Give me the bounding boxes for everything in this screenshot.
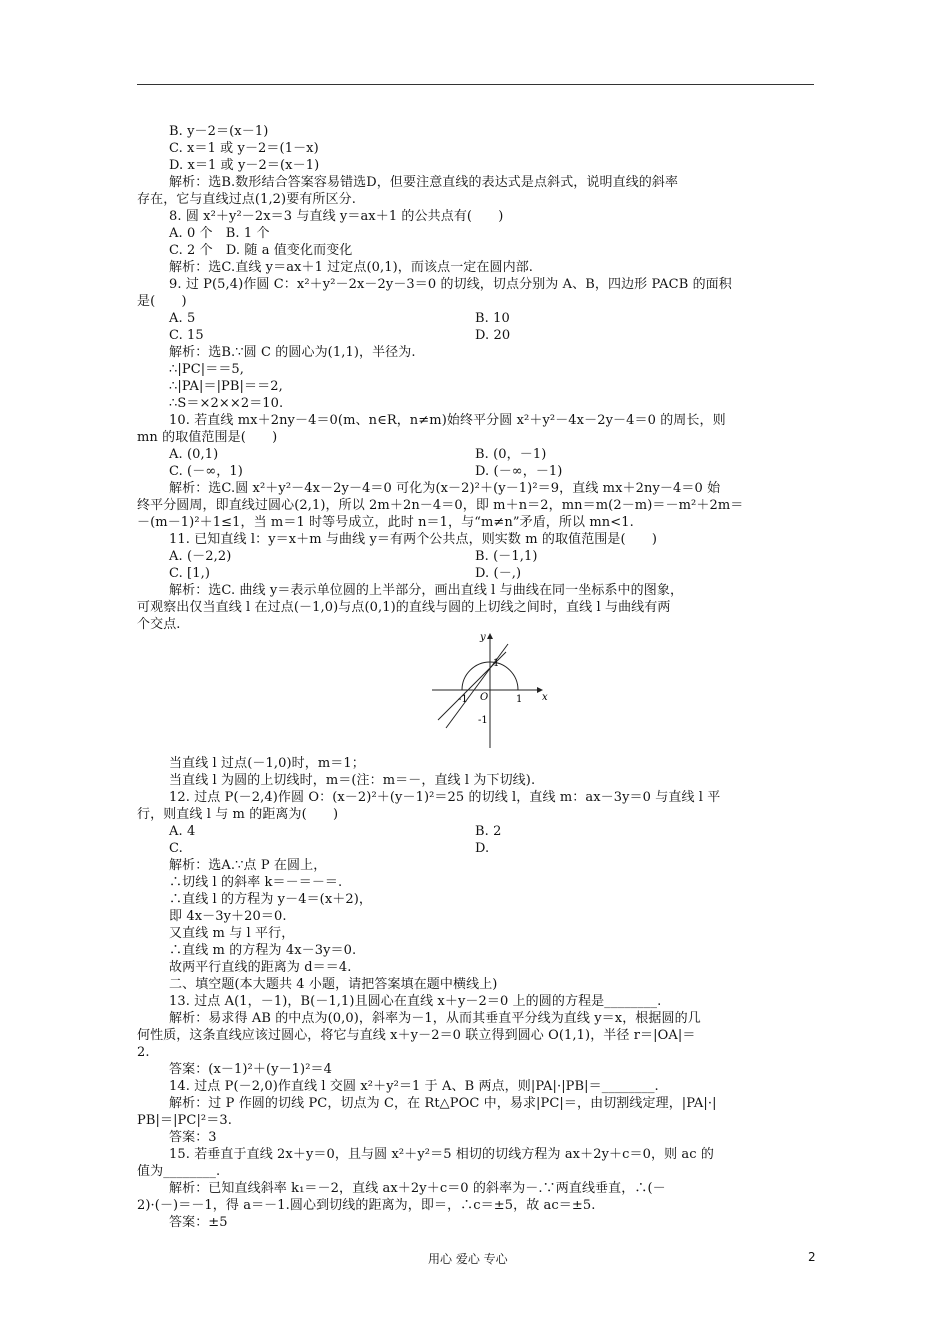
text-line: 可观察出仅当直线 l 在过点(－1,0)与点(0,1)的直线与圆的上切线之间时，直线 l 与曲线有两: [137, 600, 671, 615]
text-line: 个交点.: [137, 617, 181, 632]
text-line: A. 5: [169, 311, 196, 326]
text-line: A. (0,1): [169, 447, 219, 462]
text-line: ∴S＝×2××2＝10.: [169, 396, 284, 411]
text-line: C. [1,): [169, 566, 210, 581]
text-line: 当直线 l 为圆的上切线时，m＝(注：m＝－，直线 l 为下切线).: [169, 773, 536, 788]
axis-label-y: y: [480, 632, 486, 643]
text-line: 终平分圆周，即直线过圆心(2,1)，所以 2m＋2n－4＝0，即 m＋n＝2，mn＝m(2－m)＝－m²＋2m＝: [137, 498, 744, 513]
text-line: 值为________.: [137, 1164, 221, 1179]
text-line: B. (0，－1): [475, 447, 547, 462]
text-line: mn 的取值范围是( ): [137, 430, 278, 445]
text-line: 解析：已知直线斜率 k₁＝－2，直线 ax＋2y＋c＝0 的斜率为－.∵两直线垂直，∴(－: [169, 1181, 666, 1196]
text-line: D. 20: [475, 328, 511, 343]
text-line: 12. 过点 P(－2,4)作圆 O：(x－2)²＋(y－1)²＝25 的切线 l，直线 m：ax－3y＝0 与直线 l 平: [169, 790, 721, 805]
text-line: B. y－2＝(x－1): [169, 124, 269, 139]
text-line: 解析：选C.直线 y＝ax＋1 过定点(0,1)，而该点一定在圆内部.: [169, 260, 534, 275]
text-line: 8. 圆 x²＋y²－2x＝3 与直线 y＝ax＋1 的公共点有( ): [169, 209, 504, 224]
text-line: C. x＝1 或 y－2＝(1－x): [169, 141, 319, 156]
text-line: 答案：3: [169, 1130, 217, 1145]
text-line: 11. 已知直线 l：y＝x＋m 与曲线 y＝有两个公共点，则实数 m 的取值范围是( ): [169, 532, 658, 547]
text-line: 解析：选B.数形结合答案容易错选D，但要注意直线的表达式是点斜式，说明直线的斜率: [169, 175, 679, 190]
text-line: －(m－1)²＋1≤1，当 m＝1 时等号成立，此时 n＝1，与“m≠n”矛盾，所以 mn<1.: [137, 515, 634, 530]
text-line: B. 2: [475, 824, 502, 839]
footer-slogan: 用心 爱心 专心: [428, 1252, 508, 1266]
text-line: B. (－1,1): [475, 549, 538, 564]
text-line: PB|＝|PC|²＝3.: [137, 1113, 232, 1128]
text-line: A. 0 个 B. 1 个: [169, 226, 270, 241]
text-line: 解析：过 P 作圆的切线 PC，切点为 C，在 Rt△POC 中，易求|PC|＝，由切割线定理，|PA|·|: [169, 1096, 717, 1111]
text-line: B. 10: [475, 311, 510, 326]
text-line: 何性质，这条直线应该过圆心，将它与直线 x＋y－2＝0 联立得到圆心 O(1,1)，半径 r＝|OA|＝: [137, 1028, 696, 1043]
text-line: 解析：选B.∵圆 C 的圆心为(1,1)，半径为.: [169, 345, 416, 360]
text-line: 15. 若垂直于直线 2x＋y＝0，且与圆 x²＋y²＝5 相切的切线方程为 ax＋2y＋c＝0，则 ac 的: [169, 1147, 714, 1162]
text-line: D.: [475, 841, 490, 856]
tick-1: 1: [516, 694, 523, 705]
header-rule: [137, 84, 814, 85]
text-line: 解析：选C.圆 x²＋y²－4x－2y－4＝0 可化为(x－2)²＋(y－1)²＝9，直线 mx＋2ny－4＝0 始: [169, 481, 721, 496]
text-line: ∴|PA|＝|PB|＝＝2,: [169, 379, 283, 394]
text-line: D. (－∞，－1): [475, 464, 563, 479]
text-line: 答案：(x－1)²＋(y－1)²＝4: [169, 1062, 332, 1077]
text-line: 13. 过点 A(1，－1)，B(－1,1)且圆心在直线 x＋y－2＝0 上的圆的方程是________.: [169, 994, 662, 1009]
page-number: 2: [808, 1250, 816, 1264]
text-line: 行，则直线 l 与 m 的距离为( ): [137, 807, 339, 822]
figure-semicircle-lines: [430, 628, 560, 750]
text-line: A. 4: [169, 824, 196, 839]
tick-yminus1: -1: [478, 715, 488, 726]
text-line: 又直线 m 与 l 平行，: [169, 926, 295, 941]
text-line: C.: [169, 841, 183, 856]
text-line: 答案：±5: [169, 1215, 228, 1230]
text-line: ∴直线 m 的方程为 4x－3y＝0.: [169, 943, 357, 958]
tick-minus1: -1: [458, 694, 468, 705]
axis-label-x: x: [542, 692, 548, 703]
text-line: C. (－∞，1): [169, 464, 243, 479]
text-line: 解析：易求得 AB 的中点为(0,0)，斜率为－1，从而其垂直平分线为直线 y＝x，根据圆的几: [169, 1011, 701, 1026]
text-line: 10. 若直线 mx＋2ny－4＝0(m、n∈R，n≠m)始终平分圆 x²＋y²－4x－2y－4＝0 的周长，则: [169, 413, 726, 428]
text-line: 14. 过点 P(－2,0)作直线 l 交圆 x²＋y²＝1 于 A、B 两点，则|PA|·|PB|＝________.: [169, 1079, 659, 1094]
text-line: 解析：选C. 曲线 y＝表示单位圆的上半部分，画出直线 l 与曲线在同一坐标系中的图象，: [169, 583, 684, 598]
text-line: 即 4x－3y＋20＝0.: [169, 909, 287, 924]
text-line: 解析：选A.∵点 P 在圆上，: [169, 858, 327, 873]
text-line: D. (－,): [475, 566, 522, 581]
text-line: ∴直线 l 的方程为 y－4＝(x＋2)，: [169, 892, 373, 907]
text-line: C. 15: [169, 328, 204, 343]
text-line: ∴|PC|＝＝5,: [169, 362, 245, 377]
text-line: 二、填空题(本大题共 4 小题，请把答案填在题中横线上): [169, 977, 498, 992]
text-line: 2.: [137, 1045, 150, 1060]
origin-label: O: [480, 692, 489, 703]
text-line: ∴切线 l 的斜率 k＝－＝－＝.: [169, 875, 343, 890]
text-line: 9. 过 P(5,4)作圆 C：x²＋y²－2x－2y－3＝0 的切线，切点分别为 A、B，四边形 PACB 的面积: [169, 277, 732, 292]
text-line: C. 2 个 D. 随 a 值变化而变化: [169, 243, 353, 258]
text-line: 当直线 l 过点(－1,0)时，m＝1；: [169, 756, 365, 771]
text-line: 2)·(－)＝－1，得 a＝－1.圆心到切线的距离为，即＝，∴c＝±5，故 ac＝±5.: [137, 1198, 596, 1213]
text-line: A. (－2,2): [169, 549, 232, 564]
text-line: 存在，它与直线过点(1,2)要有所区分.: [137, 192, 356, 207]
tangent-line: [446, 644, 508, 728]
text-line: 是( ): [137, 294, 187, 309]
tick-y1: 1: [493, 658, 500, 669]
text-line: D. x＝1 或 y－2＝(x－1): [169, 158, 320, 173]
text-line: 故两平行直线的距离为 d＝＝4.: [169, 960, 352, 975]
